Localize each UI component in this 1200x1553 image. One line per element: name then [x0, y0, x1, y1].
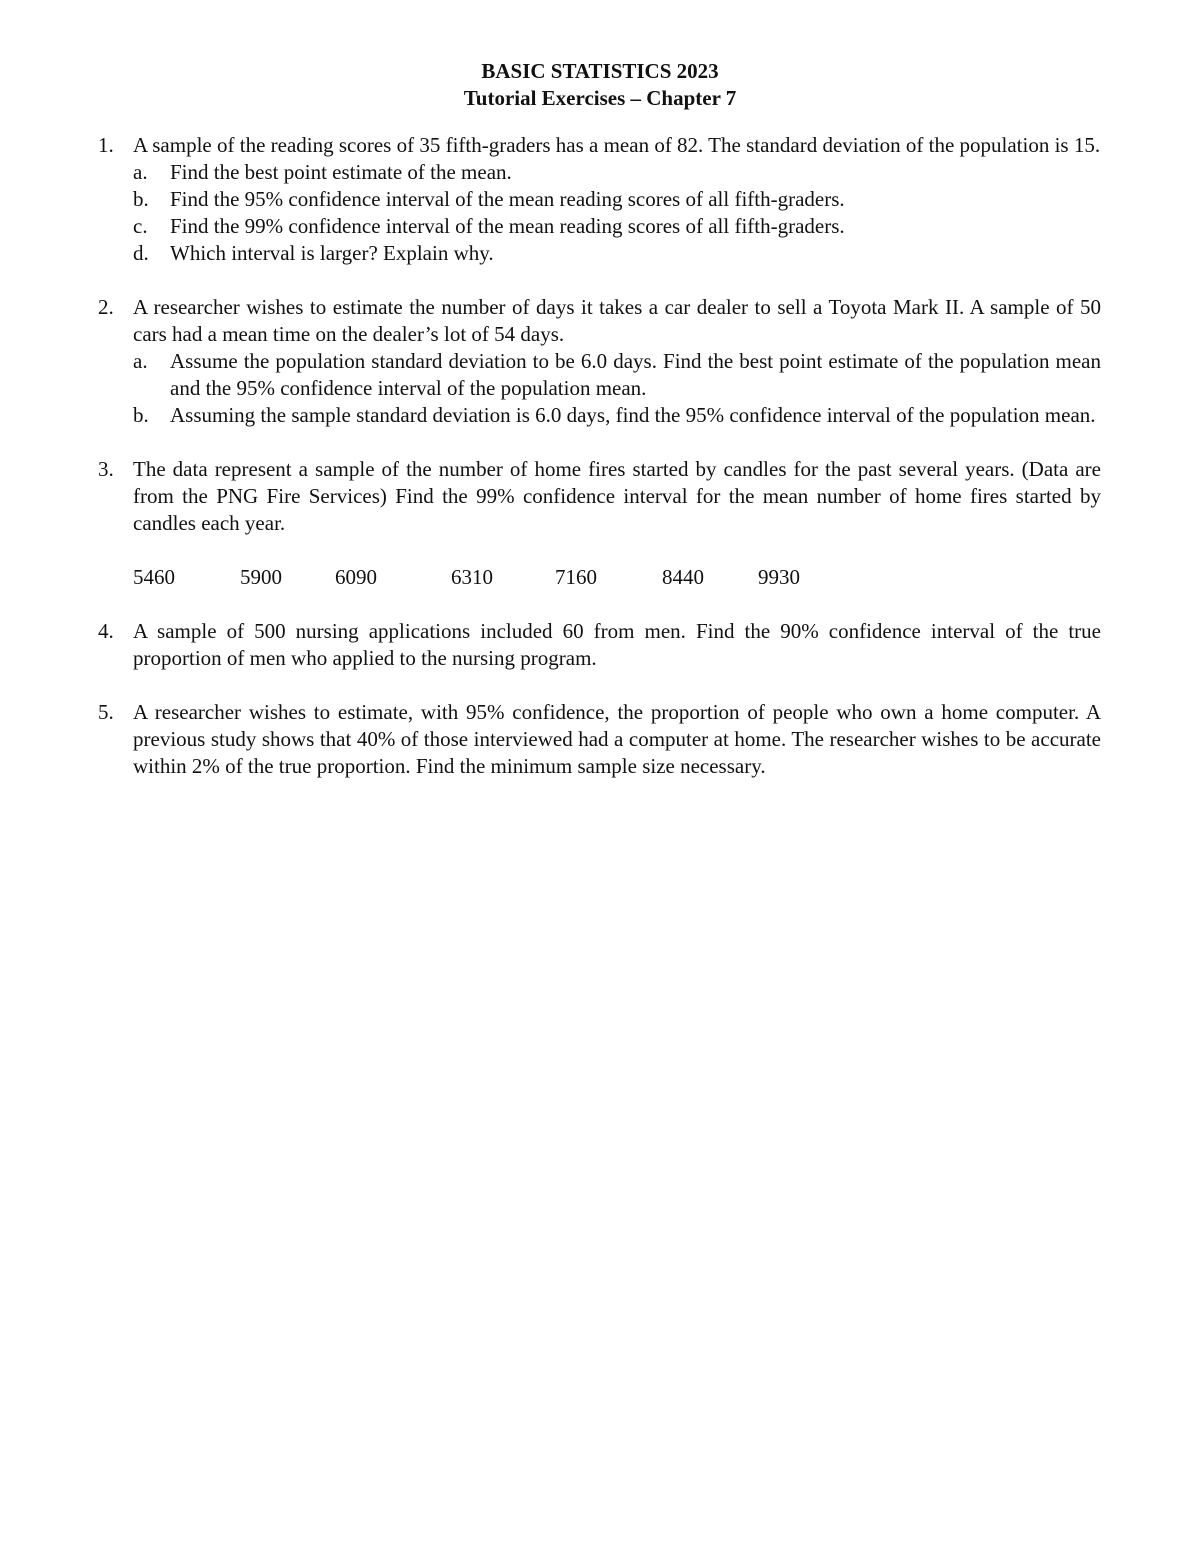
question-text: A researcher wishes to estimate the number of days it takes a car dealer to sell a Toyota Mark II. A sample of 50 cars had a mean time on the dealer’s lot of 54 days. [133, 295, 1101, 346]
document-subtitle: Tutorial Exercises – Chapter 7 [463, 86, 737, 110]
question-3 [98, 456, 1101, 591]
question-text: A sample of the reading scores of 35 fifth-graders has a mean of 82. The standard deviation of the population is 15. [133, 133, 1101, 157]
sub-question-text: Assume the population standard deviation to be 6.0 days. Find the best point estimate of the population mean and the 95% confidence interval of the population mean. [170, 349, 1101, 400]
sub-question-2b [133, 402, 1101, 429]
question-2 [98, 294, 1101, 429]
question-text: A sample of 500 nursing applications included 60 from men. Find the 90% confidence interval of the true proportion of men who applied to the nursing program. [133, 619, 1101, 670]
sub-question-text: Find the 95% confidence interval of the mean reading scores of all fifth-graders. [170, 187, 845, 211]
question-4 [98, 618, 1101, 672]
question-number: 1. [98, 133, 114, 157]
question-number: 3. [98, 457, 114, 481]
question-text: The data represent a sample of the number of home fires started by candles for the past several years. (Data are from the PNG Fire Services) Find the 99% confidence interval for the mean number of home fires started by candles each year. [133, 457, 1101, 535]
data-value: 7160 [555, 565, 597, 589]
data-value: 9930 [758, 565, 800, 589]
data-value: 5460 [133, 565, 175, 589]
question-1 [98, 132, 1101, 267]
question-number: 4. [98, 619, 114, 643]
question-text: A researcher wishes to estimate, with 95% confidence, the proportion of people who own a home computer. A previous study shows that 40% of those interviewed had a computer at home. The researcher wishes to be accurate within 2% of the true proportion. Find the minimum sample size necessary. [133, 700, 1101, 778]
sub-question-text: Which interval is larger? Explain why. [170, 241, 494, 265]
sub-question-1c [133, 213, 1101, 240]
data-value: 6090 [335, 565, 377, 589]
sub-question-1a [133, 159, 1101, 186]
data-value: 5900 [240, 565, 282, 589]
sub-question-1b [133, 186, 1101, 213]
sub-question-1d [133, 240, 1101, 267]
sub-question-label: b. [133, 187, 149, 211]
sub-question-text: Assuming the sample standard deviation is 6.0 days, find the 95% confidence interval of the population mean. [170, 403, 1096, 427]
document-header [0, 58, 1200, 112]
question-list [98, 132, 1101, 807]
sub-question-label: d. [133, 241, 149, 265]
document-title: BASIC STATISTICS 2023 [481, 59, 719, 83]
question-5 [98, 699, 1101, 780]
sub-question-label: a. [133, 160, 148, 184]
question-number: 2. [98, 295, 114, 319]
sub-question-label: b. [133, 403, 149, 427]
data-values-row [133, 564, 1101, 591]
sub-question-2a [133, 348, 1101, 402]
question-number: 5. [98, 700, 114, 724]
data-value: 6310 [451, 565, 493, 589]
data-value: 8440 [662, 565, 704, 589]
sub-question-text: Find the 99% confidence interval of the mean reading scores of all fifth-graders. [170, 214, 845, 238]
sub-question-label: c. [133, 214, 148, 238]
sub-question-text: Find the best point estimate of the mean. [170, 160, 512, 184]
sub-question-label: a. [133, 349, 148, 373]
